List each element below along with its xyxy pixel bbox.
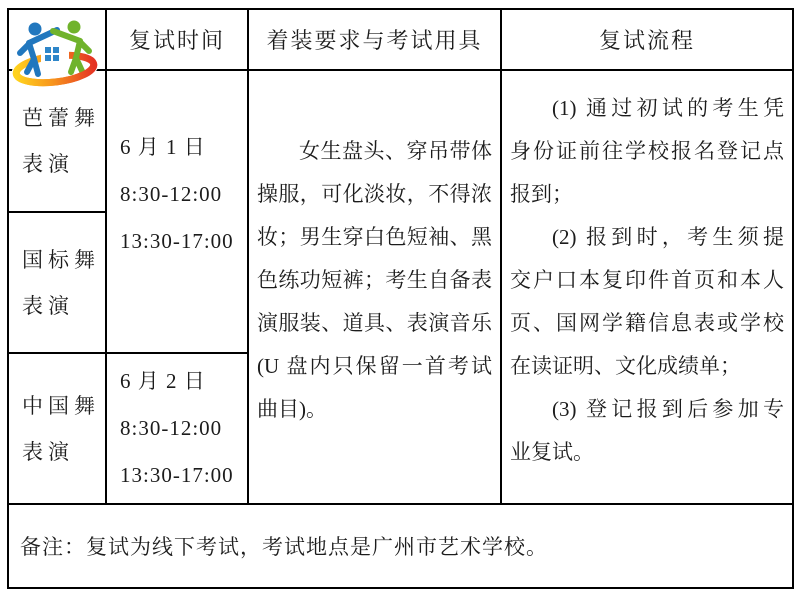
program-label: 中国舞 — [22, 393, 100, 418]
program-label: 表演 — [22, 293, 74, 318]
dress-line: 妆；男生穿白色短袖、黑 — [257, 224, 492, 249]
schedule-morning: 8:30-12:00 — [120, 182, 223, 206]
process-line: (3) 登记报到后参加专 — [552, 396, 784, 421]
process-line: (2) 报到时，考生须提 — [552, 224, 784, 249]
note-text: 备注：复试为线下考试，考试地点是广州市艺术学校。 — [20, 535, 548, 559]
process-line: 报到； — [510, 181, 573, 206]
note-cell — [8, 504, 793, 588]
program-label: 芭蕾舞 — [22, 106, 100, 130]
process-line: 业复试。 — [510, 439, 594, 464]
row-ballet — [8, 70, 793, 212]
dress-line: (U 盘内只保留一首考试 — [257, 353, 492, 378]
note-row — [8, 504, 793, 588]
schedule-cell-june1 — [106, 70, 248, 353]
program-label: 表演 — [22, 439, 74, 464]
school-logo-icon — [12, 20, 100, 96]
dress-line: 色练功短裤；考生自备表 — [257, 267, 492, 292]
schedule-cell-june2 — [106, 353, 248, 504]
dress-line: 女生盘头、穿吊带体 — [299, 138, 492, 163]
schedule-morning: 8:30-12:00 — [120, 416, 223, 440]
process-line: 交户口本复印件首页和本人 — [510, 267, 784, 292]
schedule-afternoon: 13:30-17:00 — [120, 463, 234, 487]
process-line: 身份证前往学校报名登记点 — [510, 138, 784, 163]
schedule-date: 6 月 2 日 — [120, 369, 206, 393]
header-time: 复试时间 — [106, 9, 248, 70]
process-line: (1) 通过初试的考生凭 — [552, 95, 784, 120]
dress-line: 曲目)。 — [257, 396, 327, 421]
program-label: 国标舞 — [22, 247, 100, 272]
dress-line: 操服，可化淡妆，不得浓 — [257, 181, 492, 206]
header-process: 复试流程 — [501, 9, 793, 70]
logo-cell — [8, 9, 106, 70]
dress-requirements-cell — [248, 70, 501, 504]
header-row — [8, 9, 793, 70]
exam-schedule-table — [7, 8, 794, 589]
process-cell — [501, 70, 793, 504]
dress-line: 演服装、道具、表演音乐 — [257, 310, 492, 335]
program-cell-chinese — [8, 353, 106, 504]
house-icon — [41, 40, 69, 72]
schedule-afternoon: 13:30-17:00 — [120, 229, 234, 253]
process-line: 在读证明、文化成绩单； — [510, 353, 741, 378]
schedule-date: 6 月 1 日 — [120, 135, 206, 159]
process-line: 页、国网学籍信息表或学校 — [510, 310, 784, 335]
header-dress: 着装要求与考试用具 — [248, 9, 501, 70]
program-label: 表演 — [22, 152, 74, 176]
school-logo — [12, 20, 100, 96]
program-cell-ballroom — [8, 212, 106, 353]
